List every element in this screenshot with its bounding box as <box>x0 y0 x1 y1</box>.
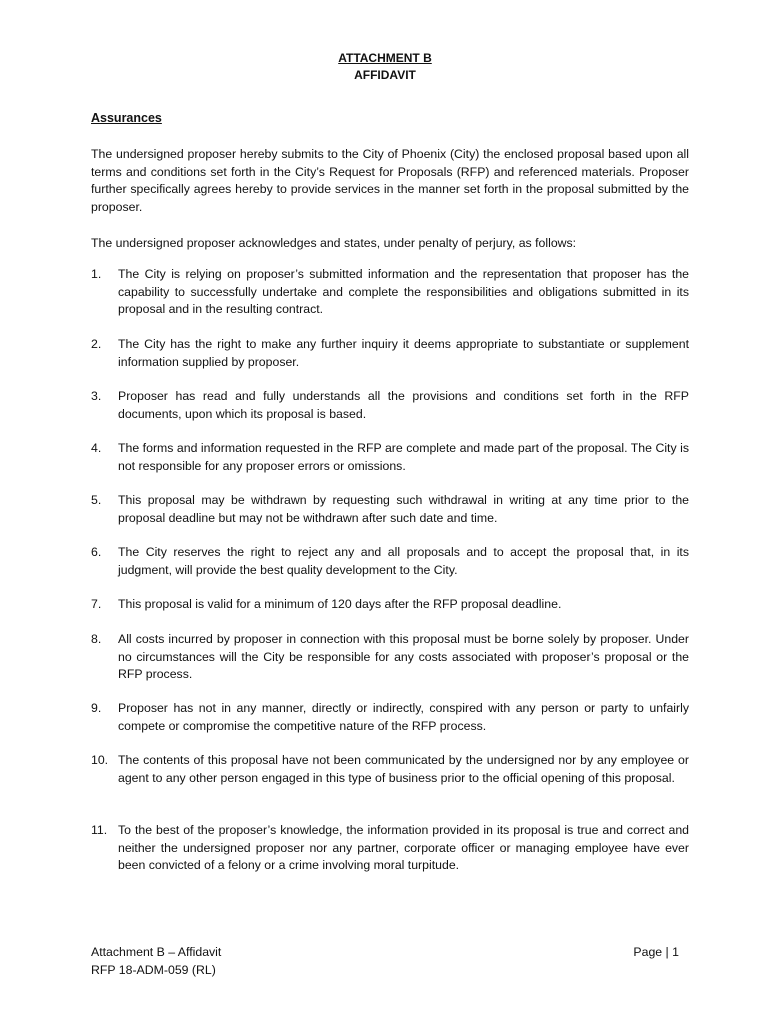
item-number: 5. <box>91 493 102 507</box>
list-item-3 <box>91 388 689 423</box>
footer-page-number: Page | 1 <box>633 945 679 959</box>
item-text: The City has the right to make any further inquiry it deems appropriate to substantiate or supplement information supplied by proposer. <box>118 337 689 369</box>
list-item-6 <box>91 544 689 579</box>
list-item-5 <box>91 492 689 527</box>
footer-doc-name: Attachment B – Affidavit <box>91 945 222 959</box>
item-number: 6. <box>91 545 102 559</box>
list-item-4 <box>91 440 689 475</box>
list-item-10 <box>91 752 689 787</box>
item-number: 9. <box>91 701 102 715</box>
item-text: Proposer has not in any manner, directly or indirectly, conspired with any person or party to unfairly compete or compromise the competitive nature of the RFP process. <box>118 701 689 733</box>
attachment-title: ATTACHMENT B <box>338 51 432 65</box>
item-text: The contents of this proposal have not been communicated by the undersigned nor by any employee or agent to any other person engaged in this type of business prior to the official opening of this proposal. <box>118 753 689 785</box>
item-number: 4. <box>91 441 102 455</box>
item-number: 1. <box>91 267 102 281</box>
list-item-11 <box>91 822 689 875</box>
list-item-1 <box>91 266 689 319</box>
footer-document-info <box>91 944 221 979</box>
assurances-heading: Assurances <box>91 111 162 125</box>
affidavit-title: AFFIDAVIT <box>354 68 416 82</box>
acknowledgement-paragraph: The undersigned proposer acknowledges and states, under penalty of perjury, as follows: <box>91 236 577 250</box>
intro-paragraph: The undersigned proposer hereby submits to the City of Phoenix (City) the enclosed proposal based upon all terms and conditions set forth in the City’s Request for Proposals (RFP) and referenced materials. Proposer further specifically agrees hereby to provide services in the manner set forth in the proposal submitted by the proposer. <box>91 147 689 214</box>
item-text: This proposal is valid for a minimum of 120 days after the RFP proposal deadline. <box>118 597 562 611</box>
item-number: 10. <box>91 753 109 767</box>
item-text: This proposal may be withdrawn by requesting such withdrawal in writing at any time prior to the proposal deadline but may not be withdrawn after such date and time. <box>118 493 689 525</box>
item-number: 7. <box>91 597 102 611</box>
item-text: Proposer has read and fully understands all the provisions and conditions set forth in the RFP documents, upon which its proposal is based. <box>118 389 689 421</box>
item-number: 8. <box>91 632 102 646</box>
item-number: 2. <box>91 337 102 351</box>
item-text: The City is relying on proposer’s submitted information and the representation that proposer has the capability to successfully undertake and complete the responsibilities and obligations submitted in its proposal and in the resulting contract. <box>118 267 689 316</box>
list-item-7 <box>91 596 689 614</box>
footer-rfp-number: RFP 18-ADM-059 (RL) <box>91 962 216 977</box>
list-item-9 <box>91 700 689 735</box>
list-item-2 <box>91 336 689 371</box>
item-text: The City reserves the right to reject any and all proposals and to accept the proposal that, in its judgment, will provide the best quality development to the City. <box>118 545 689 577</box>
item-text: All costs incurred by proposer in connection with this proposal must be borne solely by proposer. Under no circumstances will the City be responsible for any costs associated with proposer’s proposal or the RFP process. <box>118 632 689 681</box>
item-text: The forms and information requested in the RFP are complete and made part of the proposal. The City is not responsible for any proposer errors or omissions. <box>118 441 689 473</box>
item-number: 11. <box>91 823 108 837</box>
item-text: To the best of the proposer’s knowledge, the information provided in its proposal is true and correct and neither the undersigned proposer nor any partner, corporate officer or managing employee have ever been convicted of a felony or a crime involving moral turpitude. <box>118 823 689 872</box>
list-item-8 <box>91 631 689 684</box>
item-number: 3. <box>91 389 102 403</box>
